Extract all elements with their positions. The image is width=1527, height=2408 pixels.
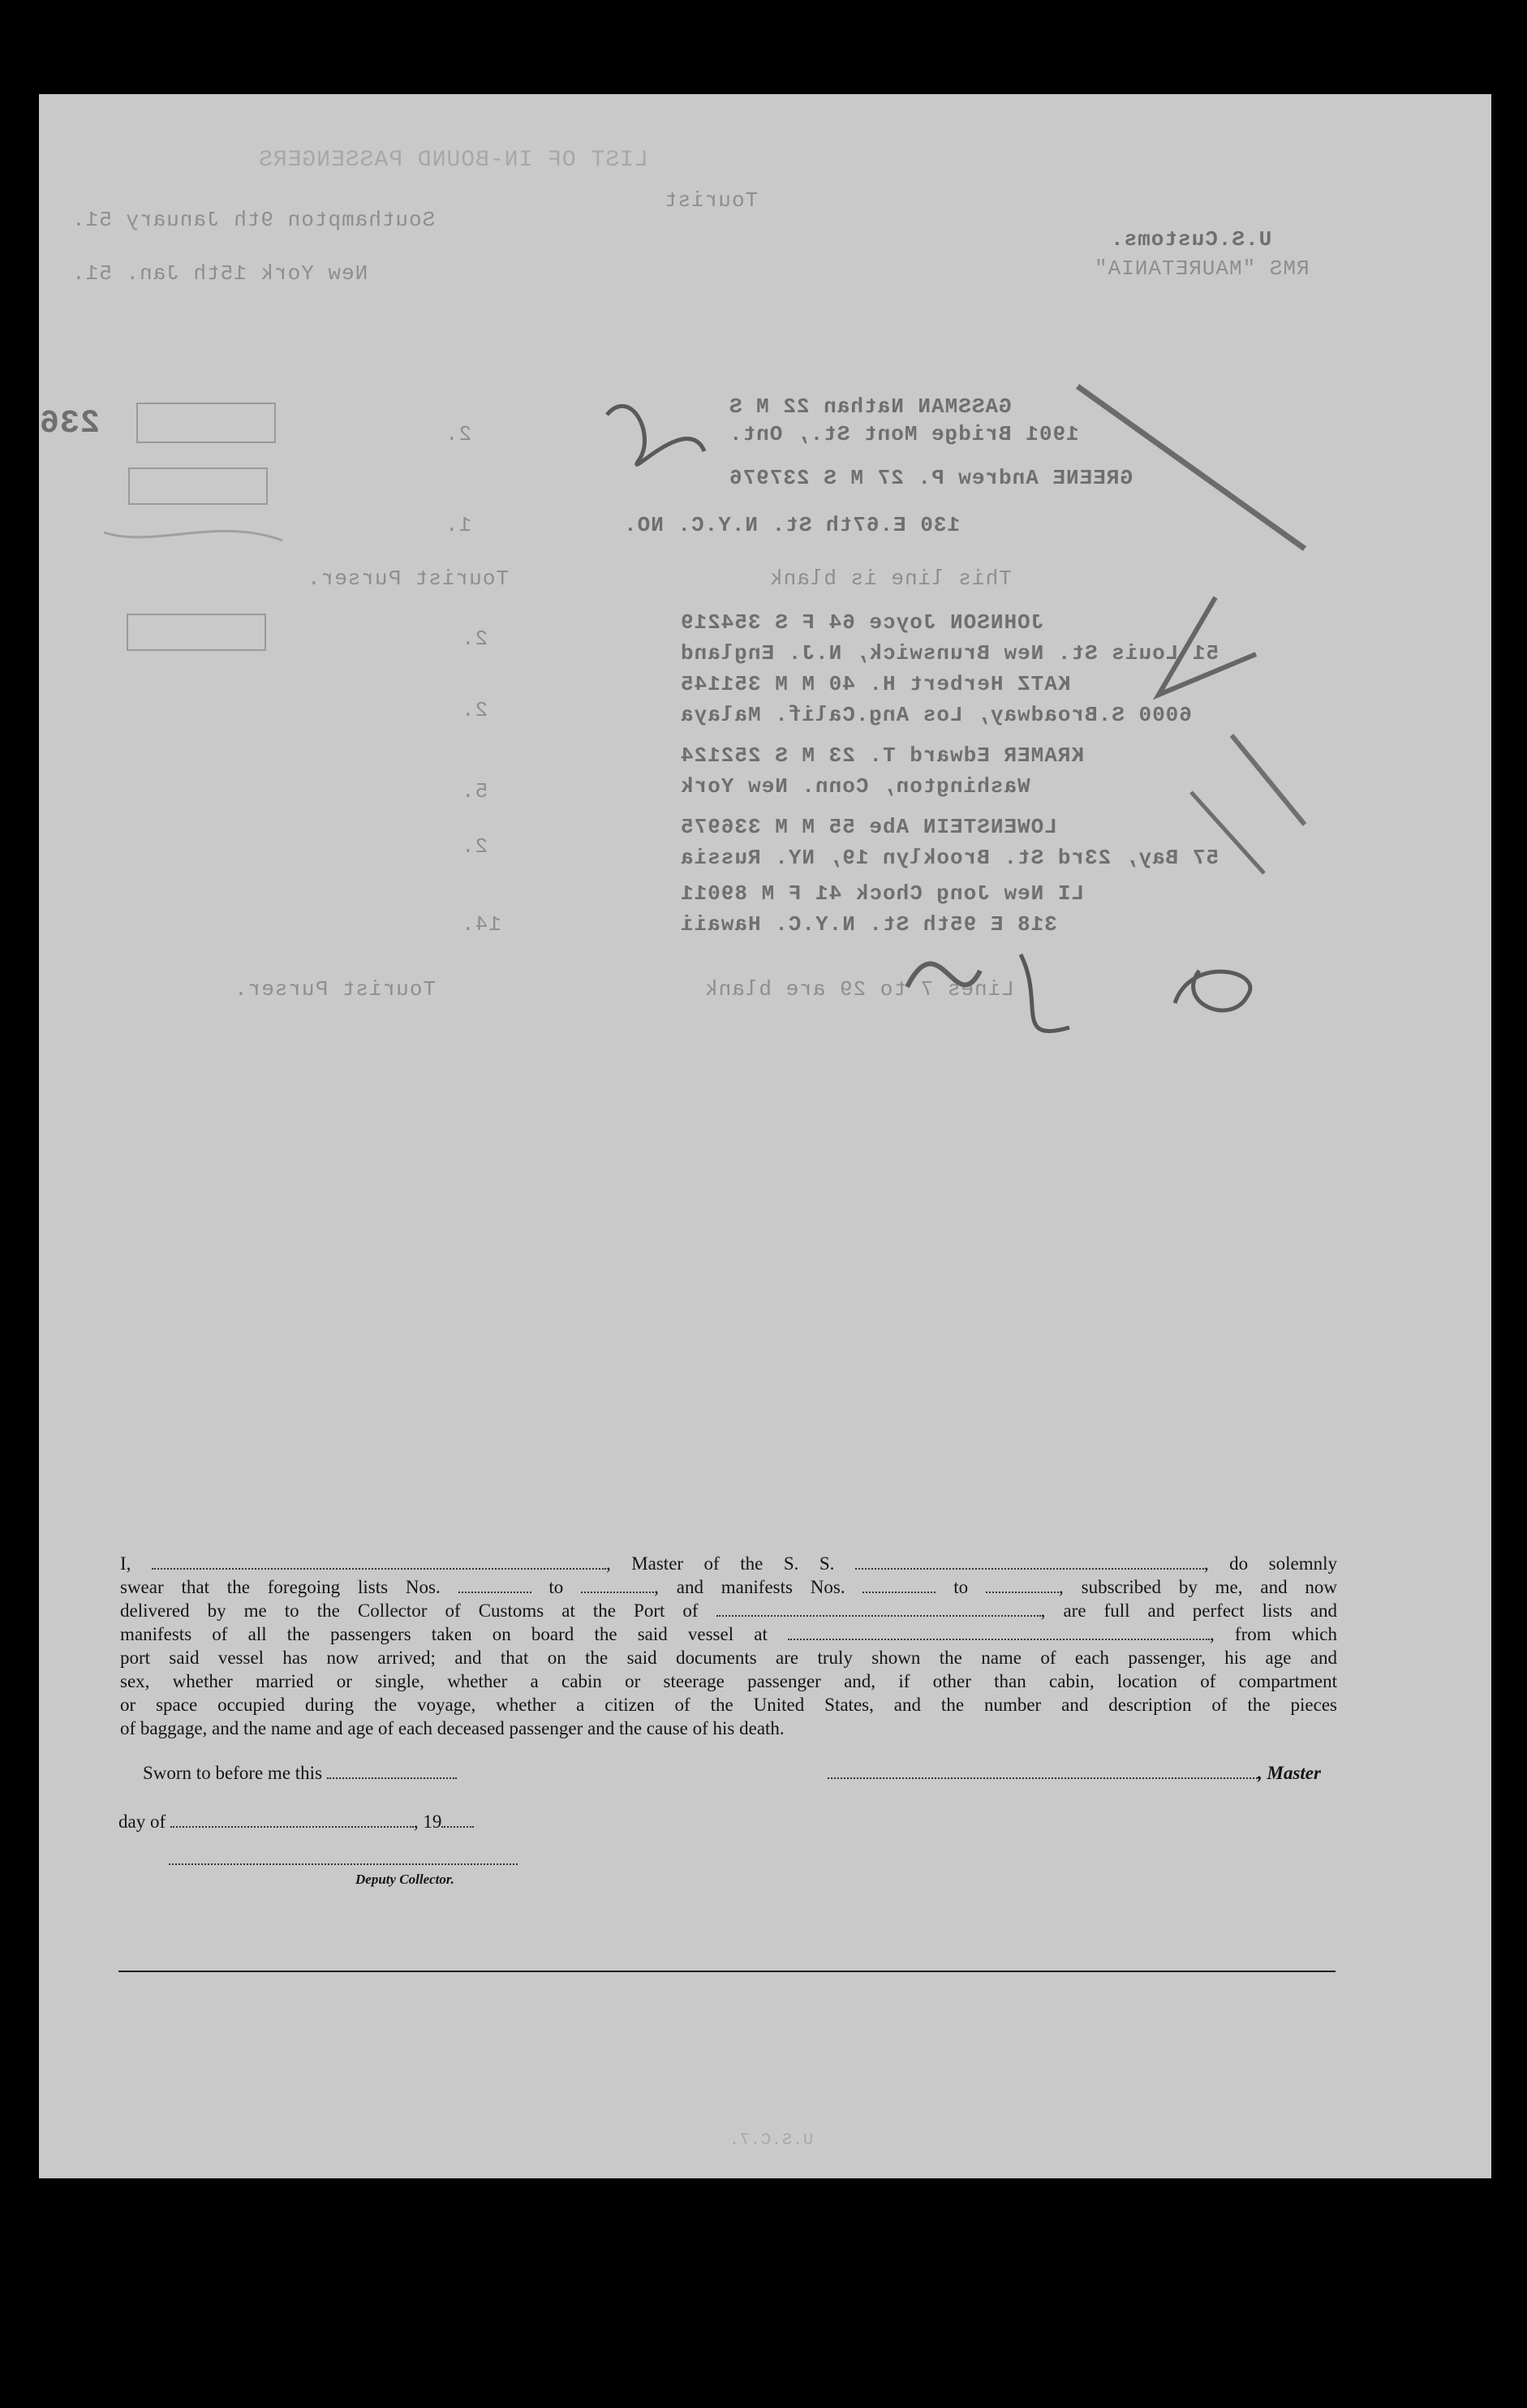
oath-manifests-nos: , and manifests Nos. bbox=[654, 1577, 845, 1597]
oath-line bbox=[120, 1622, 1337, 1646]
year-blank[interactable] bbox=[441, 1811, 474, 1828]
bleed-stamp-number: 236 bbox=[39, 406, 101, 442]
master-label: , Master bbox=[1258, 1763, 1321, 1783]
bleed-tourist: Tourist bbox=[664, 188, 759, 213]
oath-i: I, bbox=[120, 1553, 131, 1574]
bleed-title: LIST OF IN-BOUND PASSENGERS bbox=[258, 148, 648, 173]
list-from-blank[interactable] bbox=[458, 1577, 531, 1593]
bleed-row: JOHNSON Joyce 64 F S 354219 bbox=[680, 610, 1044, 635]
day-blank[interactable] bbox=[170, 1811, 414, 1828]
oath-vessel-at: manifests of all the passengers taken on board the said vessel at bbox=[120, 1624, 768, 1644]
bleed-side-num: 2. bbox=[445, 422, 472, 446]
oath-line: port said vessel has now arrived; and that on the said documents are truly shown the name of each passenger, his age and bbox=[120, 1648, 1337, 1668]
bleed-purser: Tourist Purser. bbox=[307, 566, 510, 591]
departure-port-blank[interactable] bbox=[788, 1624, 1210, 1640]
deputy-signature-blank[interactable] bbox=[169, 1859, 518, 1865]
bleed-row: Lines 7 to 29 are blank bbox=[704, 977, 1014, 1002]
bleed-side-num: 2. bbox=[461, 627, 488, 651]
bleed-arrival-line: New York 15th Jan. 51. bbox=[71, 261, 368, 286]
oath-subscribed: , subscribed by me, and now bbox=[1059, 1577, 1338, 1597]
oath-to: to bbox=[953, 1577, 969, 1597]
bottom-rule bbox=[118, 1971, 1336, 1972]
manifest-from-blank[interactable] bbox=[862, 1577, 936, 1593]
bleed-side-num: 14. bbox=[461, 912, 501, 937]
bleed-side-num: 5. bbox=[461, 779, 488, 803]
master-signature-row bbox=[828, 1763, 1321, 1784]
day-row bbox=[118, 1811, 474, 1833]
bleed-row: Washington, Conn. New York bbox=[680, 774, 1030, 799]
sworn-label: Sworn to before me this bbox=[143, 1763, 323, 1783]
bleed-ship2: RMS "MAURETANIA" bbox=[1094, 256, 1310, 281]
oath-do-solemnly: , do solemnly bbox=[1203, 1553, 1338, 1574]
bleed-row: GREENE Andrew P. 27 M S 237976 bbox=[729, 466, 1133, 490]
handwriting-scribble bbox=[39, 94, 1491, 1149]
oath-line: of baggage, and the name and age of each deceased passenger and the cause of his death. bbox=[120, 1718, 785, 1738]
bleed-row: 6000 S.Broadway, Los Ang.Calif. Malaya bbox=[680, 703, 1192, 727]
master-name-blank[interactable] bbox=[152, 1553, 606, 1570]
port-blank[interactable] bbox=[716, 1600, 1041, 1617]
oath-line bbox=[120, 1599, 1337, 1622]
bleed-row: KATZ Herbert H. 40 M M 351145 bbox=[680, 672, 1071, 696]
deputy-collector-label: Deputy Collector. bbox=[355, 1872, 454, 1887]
oath-master-of: , Master of the S. S. bbox=[605, 1553, 835, 1574]
oath-port-of: delivered by me to the Collector of Customs at the Port of bbox=[120, 1600, 699, 1621]
oath-full-lists: , are full and perfect lists and bbox=[1040, 1600, 1338, 1621]
day-of-label: day of bbox=[118, 1811, 166, 1832]
bleed-row: LOWENSTEIN Abe 55 M M 336975 bbox=[680, 815, 1057, 839]
deputy-row bbox=[169, 1859, 518, 1865]
oath-line bbox=[120, 1552, 1337, 1575]
bleed-purser: Tourist Purser. bbox=[234, 977, 437, 1002]
list-to-blank[interactable] bbox=[581, 1577, 654, 1593]
bleed-ship: U.S.Customs. bbox=[1110, 227, 1272, 252]
bleed-side-num: 2. bbox=[461, 698, 488, 722]
bleed-row: 57 Bay, 23rd St. Brooklyn 19, NY. Russia bbox=[680, 846, 1219, 870]
year-label: , 19 bbox=[413, 1811, 442, 1832]
oath-line bbox=[120, 1575, 1337, 1599]
oath-line: or space occupied during the voyage, whether a citizen of the United States, and the number and description of the pieces bbox=[120, 1695, 1337, 1715]
bleed-row: KRAMER Edward T. 23 M S 252124 bbox=[680, 743, 1085, 768]
oath-text bbox=[120, 1552, 1337, 1740]
oath-line: sex, whether married or single, whether a cabin or steerage passenger and, if other than cabin, location of compartment bbox=[120, 1671, 1337, 1691]
sworn-date-blank[interactable] bbox=[327, 1763, 457, 1779]
oath-to: to bbox=[548, 1577, 564, 1597]
master-signature-blank[interactable] bbox=[828, 1763, 1258, 1779]
bleed-row: This line is blank bbox=[769, 566, 1012, 591]
ship-name-blank[interactable] bbox=[855, 1553, 1204, 1570]
manifest-page bbox=[39, 94, 1491, 2178]
bleed-row: LI New Jong Chock 41 F M 89011 bbox=[680, 881, 1085, 906]
bleed-row: GASSMAN Nathan 22 M S bbox=[729, 394, 1012, 419]
sworn-row bbox=[143, 1763, 457, 1784]
oath-lists-nos: swear that the foregoing lists Nos. bbox=[120, 1577, 441, 1597]
bleed-row: 51 Louis St. New Brunswick, N.J. England bbox=[680, 641, 1219, 666]
bleed-row: 1901 Bridge Mont St., Ont. bbox=[729, 422, 1079, 446]
bleed-side-num: 1. bbox=[445, 513, 472, 537]
manifest-to-blank[interactable] bbox=[986, 1577, 1059, 1593]
bleed-row: 130 E.67th St. N.Y.C. NO. bbox=[623, 513, 961, 537]
bleed-footer: U.S.C.7. bbox=[729, 2131, 814, 2150]
bleed-row: 318 E 95th St. N.Y.C. Hawaii bbox=[680, 912, 1057, 937]
oath-from-which: , from which bbox=[1210, 1624, 1337, 1644]
bleed-from-line: Southampton 9th January 51. bbox=[71, 208, 436, 232]
bleed-side-num: 2. bbox=[461, 834, 488, 859]
